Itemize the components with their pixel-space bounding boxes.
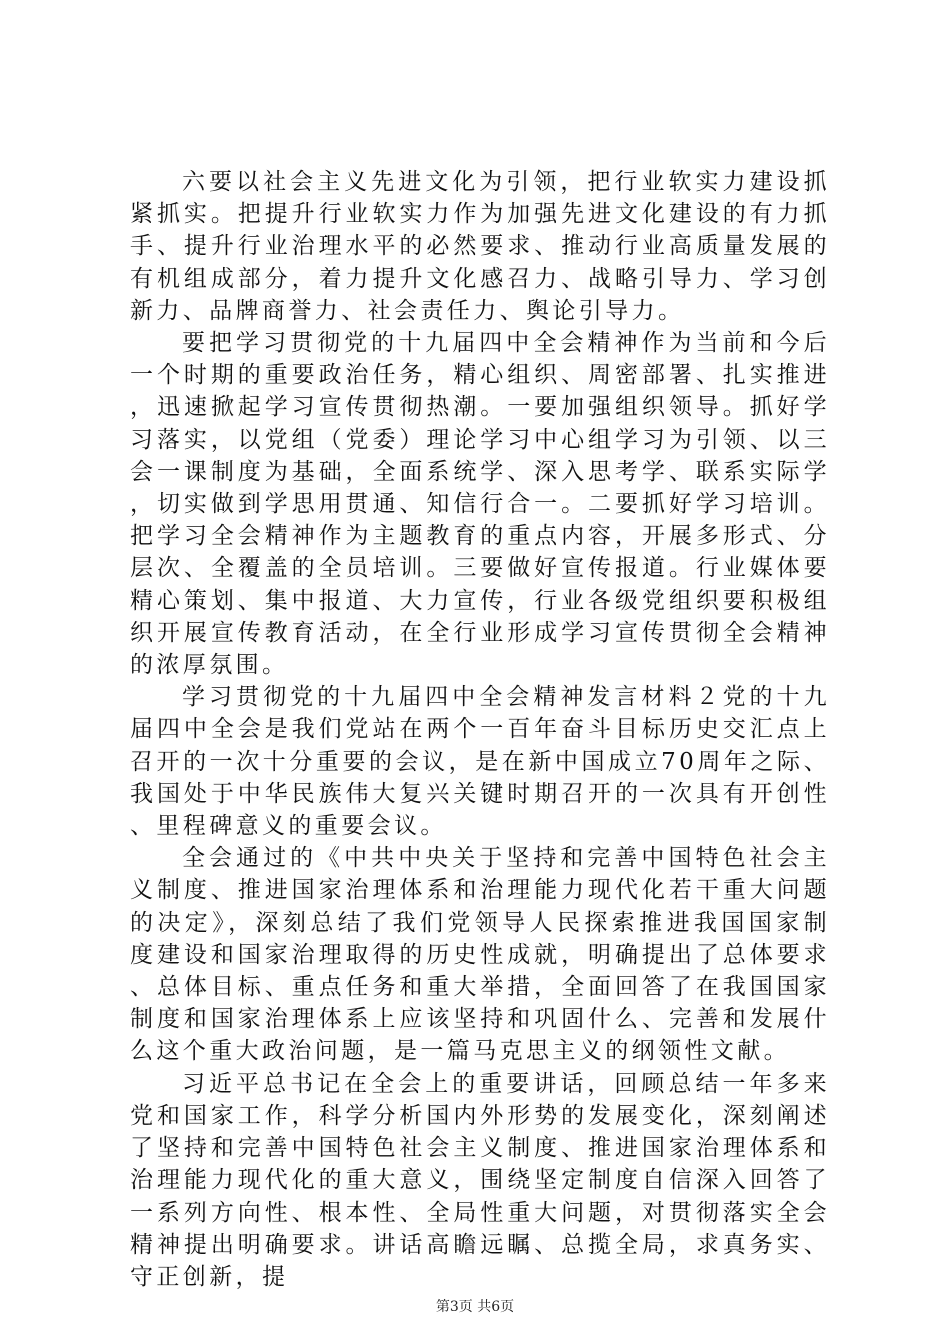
- paragraph: 要把学习贯彻党的十九届四中全会精神作为当前和今后一个时期的重要政治任务，精心组织、周密部署、扎实推进，迅速掀起学习宣传贯彻热潮。一要加强组织领导。抓好学习落实，以党组（党委）理论学习中心组学习为引领、以三会一课制度为基础，全面系统学、深入思考学、联系实际学，切实做到学思用贯通、知信行合一。二要抓好学习培训。把学习全会精神作为主题教育的重点内容，开展多形式、分层次、全覆盖的全员培训。三要做好宣传报道。行业媒体要精心策划、集中报道、大力宣传，行业各级党组织要积极组织开展宣传教育活动，在全行业形成学习宣传贯彻全会精神的浓厚氛围。: [130, 330, 830, 679]
- paragraph: 学习贯彻党的十九届四中全会精神发言材料２党的十九届四中全会是我们党站在两个一百年奋斗目标历史交汇点上召开的一次十分重要的会议，是在新中国成立70周年之际、我国处于中华民族伟大复兴关键时期召开的一次具有开创性、里程碑意义的重要会议。: [130, 684, 830, 840]
- document-body: [130, 166, 830, 1293]
- page-footer: 第3页 共6页: [435, 1299, 515, 1315]
- paragraph: 六要以社会主义先进文化为引领，把行业软实力建设抓紧抓实。把提升行业软实力作为加强先进文化建设的有力抓手、提升行业治理水平的必然要求、推动行业高质量发展的有机组成部分，着力提升文化感召力、战略引导力、学习创新力、品牌商誉力、社会责任力、舆论引导力。: [130, 169, 830, 324]
- paragraph: 全会通过的《中共中央关于坚持和完善中国特色社会主义制度、推进国家治理体系和治理能力现代化若干重大问题的决定》，深刻总结了我们党领导人民探索推进我国国家制度建设和国家治理取得的历史性成就，明确提出了总体要求、总体目标、重点任务和重大举措，全面回答了在我国国家制度和国家治理体系上应该坚持和巩固什么、完善和发展什么这个重大政治问题，是一篇马克思主义的纲领性文献。: [130, 845, 830, 1065]
- paragraph: 习近平总书记在全会上的重要讲话，回顾总结一年多来党和国家工作，科学分析国内外形势的发展变化，深刻阐述了坚持和完善中国特色社会主义制度、推进国家治理体系和治理能力现代化的重大意义，围绕坚定制度自信深入回答了一系列方向性、根本性、全局性重大问题，对贯彻落实全会精神提出明确要求。讲话高瞻远瞩、总揽全局，求真务实、守正创新，提: [130, 1070, 830, 1290]
